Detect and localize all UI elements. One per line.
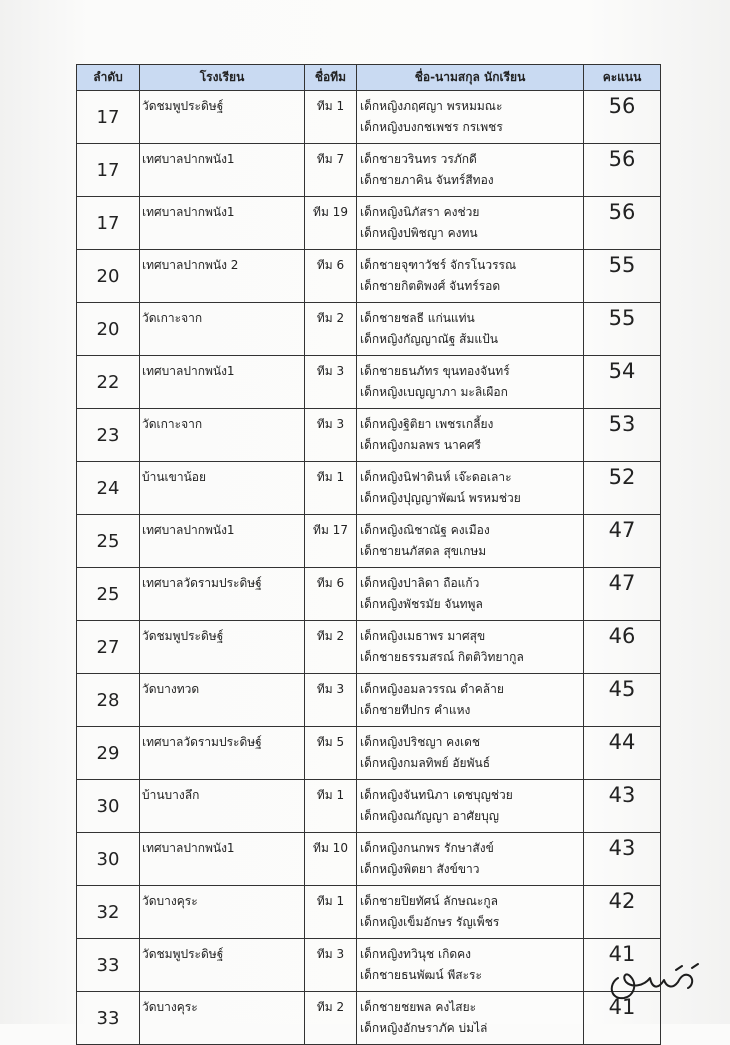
score-cell: 47 xyxy=(584,515,661,568)
table-row xyxy=(77,780,661,833)
student-name: เด็กหญิงปุญญาพัฒน์ พรหมช่วย xyxy=(360,491,521,505)
rank-cell: 25 xyxy=(77,568,140,621)
student-name: เด็กชายชยพล คงไสยะ xyxy=(360,1000,477,1014)
rank-cell: 22 xyxy=(77,356,140,409)
students-cell xyxy=(357,144,584,197)
table-row xyxy=(77,356,661,409)
table-row xyxy=(77,674,661,727)
score-cell: 43 xyxy=(584,833,661,886)
school-cell: วัดชมพูประดิษฐ์ xyxy=(140,939,305,992)
team-cell: ทีม 1 xyxy=(305,780,357,833)
student-name: เด็กหญิงเมธาพร มาศสุข xyxy=(360,629,486,643)
students-cell xyxy=(357,356,584,409)
student-name: เด็กหญิงณกัญญา อาศัยบุญ xyxy=(360,809,499,823)
student-name: เด็กหญิงอักษราภัค บ่มไล่ xyxy=(360,1021,488,1035)
rank-cell: 33 xyxy=(77,992,140,1045)
student-name: เด็กหญิงนิฟาดินห์ เจ๊ะดอเลาะ xyxy=(360,470,512,484)
table-row xyxy=(77,992,661,1045)
students-cell xyxy=(357,621,584,674)
team-cell: ทีม 1 xyxy=(305,462,357,515)
score-cell: 43 xyxy=(584,780,661,833)
score-cell: 55 xyxy=(584,303,661,356)
handwritten-signature xyxy=(604,958,704,1006)
header-school: โรงเรียน xyxy=(140,65,305,91)
team-cell: ทีม 17 xyxy=(305,515,357,568)
students-cell xyxy=(357,727,584,780)
student-name: เด็กชายภาคิน จันทร์สีทอง xyxy=(360,173,494,187)
student-name: เด็กชายชลธี แก่นแท่น xyxy=(360,311,475,325)
student-name: เด็กหญิงกนกพร รักษาสังข์ xyxy=(360,841,494,855)
school-cell: เทศบาลปากพนัง1 xyxy=(140,197,305,250)
students-cell xyxy=(357,303,584,356)
score-cell: 55 xyxy=(584,250,661,303)
team-cell: ทีม 1 xyxy=(305,886,357,939)
rank-cell: 30 xyxy=(77,780,140,833)
table-row xyxy=(77,144,661,197)
students-cell xyxy=(357,833,584,886)
score-cell: 41 xyxy=(584,939,661,992)
school-cell: เทศบาลปากพนัง1 xyxy=(140,515,305,568)
rank-cell: 25 xyxy=(77,515,140,568)
team-cell: ทีม 3 xyxy=(305,356,357,409)
rank-cell: 33 xyxy=(77,939,140,992)
table-row xyxy=(77,250,661,303)
score-cell: 53 xyxy=(584,409,661,462)
score-cell: 41 xyxy=(584,992,661,1045)
school-cell: เทศบาลวัดรามประดิษฐ์ xyxy=(140,568,305,621)
score-cell: 54 xyxy=(584,356,661,409)
student-name: เด็กชายธนภัทร ขุนทองจันทร์ xyxy=(360,364,510,378)
student-name: เด็กชายธนพัฒน์ พีสะระ xyxy=(360,968,482,982)
rank-cell: 32 xyxy=(77,886,140,939)
student-name: เด็กชายกิตติพงศ์ จันทร์รอด xyxy=(360,279,501,293)
table-row xyxy=(77,727,661,780)
team-cell: ทีม 2 xyxy=(305,303,357,356)
students-cell xyxy=(357,939,584,992)
rank-cell: 28 xyxy=(77,674,140,727)
score-cell: 42 xyxy=(584,886,661,939)
rank-cell: 23 xyxy=(77,409,140,462)
team-cell: ทีม 6 xyxy=(305,250,357,303)
header-score: คะแนน xyxy=(584,65,661,91)
table-row xyxy=(77,568,661,621)
team-cell: ทีม 7 xyxy=(305,144,357,197)
student-name: เด็กหญิงกมลทิพย์ อัยพันธ์ xyxy=(360,756,491,770)
team-cell: ทีม 3 xyxy=(305,674,357,727)
team-cell: ทีม 3 xyxy=(305,939,357,992)
table-row xyxy=(77,833,661,886)
student-name: เด็กหญิงภฤศญา พรหมมณะ xyxy=(360,99,503,113)
score-cell: 56 xyxy=(584,144,661,197)
header-students: ชื่อ-นามสกุล นักเรียน xyxy=(357,65,584,91)
student-name: เด็กหญิงพัชรมัย จันทพูล xyxy=(360,597,483,611)
student-name: เด็กหญิงปพิชญา คงทน xyxy=(360,226,478,240)
student-name: เด็กหญิงเข็มอักษร รัญเพ็ชร xyxy=(360,915,500,929)
header-rank: ลำดับ xyxy=(77,65,140,91)
students-cell xyxy=(357,568,584,621)
header-team: ชื่อทีม xyxy=(305,65,357,91)
school-cell: วัดบางคุระ xyxy=(140,886,305,939)
school-cell: วัดชมพูประดิษฐ์ xyxy=(140,91,305,144)
school-cell: บ้านเขาน้อย xyxy=(140,462,305,515)
school-cell: เทศบาลวัดรามประดิษฐ์ xyxy=(140,727,305,780)
student-name: เด็กหญิงปริชญา คงเดช xyxy=(360,735,481,749)
table-body xyxy=(77,91,661,1045)
student-name: เด็กหญิงฐิติยา เพชรเกลี้ยง xyxy=(360,417,494,431)
students-cell xyxy=(357,515,584,568)
students-cell xyxy=(357,992,584,1045)
student-name: เด็กชายวรินทร วรภักดี xyxy=(360,152,477,166)
students-cell xyxy=(357,250,584,303)
score-cell: 44 xyxy=(584,727,661,780)
rank-cell: 29 xyxy=(77,727,140,780)
student-name: เด็กชายจุฑาวัชร์ จักรโนวรรณ xyxy=(360,258,517,272)
team-cell: ทีม 3 xyxy=(305,409,357,462)
student-name: เด็กหญิงณิชาณัฐ คงเมือง xyxy=(360,523,490,537)
team-cell: ทีม 1 xyxy=(305,91,357,144)
table-row xyxy=(77,621,661,674)
rank-cell: 20 xyxy=(77,250,140,303)
student-name: เด็กหญิงกัญญาณัฐ ส้มแป้น xyxy=(360,332,498,346)
school-cell: วัดชมพูประดิษฐ์ xyxy=(140,621,305,674)
table-row xyxy=(77,409,661,462)
rank-cell: 17 xyxy=(77,144,140,197)
score-cell: 45 xyxy=(584,674,661,727)
score-cell: 52 xyxy=(584,462,661,515)
student-name: เด็กชายทีปกร คำแหง xyxy=(360,703,471,717)
student-name: เด็กหญิงเบญญาภา มะลิเผือก xyxy=(360,385,508,399)
student-name: เด็กหญิงปาลิดา ถือแก้ว xyxy=(360,576,480,590)
team-cell: ทีม 2 xyxy=(305,621,357,674)
student-name: เด็กหญิงพิตยา สังข์ขาว xyxy=(360,862,480,876)
table-row xyxy=(77,91,661,144)
student-name: เด็กหญิงทวินุช เกิดคง xyxy=(360,947,472,961)
student-name: เด็กหญิงกมลพร นาคศรี xyxy=(360,438,481,452)
school-cell: เทศบาลปากพนัง1 xyxy=(140,356,305,409)
table-row xyxy=(77,515,661,568)
header-row xyxy=(77,65,661,91)
school-cell: วัดบางทวด xyxy=(140,674,305,727)
school-cell: บ้านบางลึก xyxy=(140,780,305,833)
rank-cell: 24 xyxy=(77,462,140,515)
rank-cell: 27 xyxy=(77,621,140,674)
rank-cell: 30 xyxy=(77,833,140,886)
school-cell: วัดเกาะจาก xyxy=(140,303,305,356)
table-row xyxy=(77,886,661,939)
table-row xyxy=(77,939,661,992)
rank-cell: 17 xyxy=(77,91,140,144)
student-name: เด็กหญิงนิภัสรา คงช่วย xyxy=(360,205,480,219)
students-cell xyxy=(357,674,584,727)
student-name: เด็กหญิงบงกชเพชร กรเพชร xyxy=(360,120,503,134)
students-cell xyxy=(357,409,584,462)
school-cell: วัดเกาะจาก xyxy=(140,409,305,462)
students-cell xyxy=(357,462,584,515)
rank-cell: 20 xyxy=(77,303,140,356)
school-cell: วัดบางคุระ xyxy=(140,992,305,1045)
team-cell: ทีม 10 xyxy=(305,833,357,886)
table-row xyxy=(77,462,661,515)
students-cell xyxy=(357,197,584,250)
student-name: เด็กหญิงจันทนิภา เดชบุญช่วย xyxy=(360,788,513,802)
score-cell: 56 xyxy=(584,91,661,144)
team-cell: ทีม 2 xyxy=(305,992,357,1045)
students-cell xyxy=(357,780,584,833)
results-table xyxy=(76,64,661,1045)
table-row xyxy=(77,303,661,356)
score-cell: 47 xyxy=(584,568,661,621)
students-cell xyxy=(357,886,584,939)
team-cell: ทีม 5 xyxy=(305,727,357,780)
table-row xyxy=(77,197,661,250)
team-cell: ทีม 6 xyxy=(305,568,357,621)
student-name: เด็กชายนภัสดล สุขเกษม xyxy=(360,544,487,558)
student-name: เด็กชายธรรมสรณ์ กิตติวิทยากูล xyxy=(360,650,524,664)
school-cell: เทศบาลปากพนัง1 xyxy=(140,833,305,886)
score-cell: 46 xyxy=(584,621,661,674)
students-cell xyxy=(357,91,584,144)
score-cell: 56 xyxy=(584,197,661,250)
team-cell: ทีม 19 xyxy=(305,197,357,250)
rank-cell: 17 xyxy=(77,197,140,250)
school-cell: เทศบาลปากพนัง 2 xyxy=(140,250,305,303)
school-cell: เทศบาลปากพนัง1 xyxy=(140,144,305,197)
student-name: เด็กชายปิยทัศน์ ลักษณะกูล xyxy=(360,894,498,908)
student-name: เด็กหญิงอมลวรรณ ดำคล้าย xyxy=(360,682,504,696)
